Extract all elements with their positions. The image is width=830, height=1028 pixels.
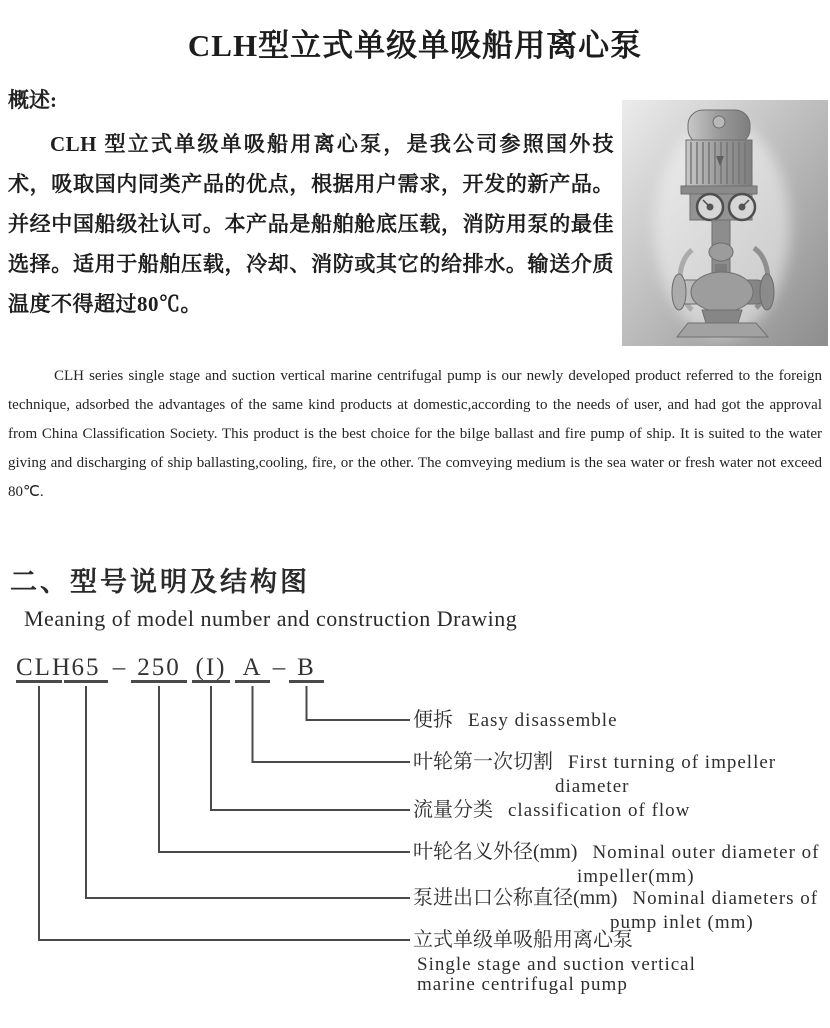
model-segment-i: (I)	[192, 652, 230, 683]
pump-photo	[622, 100, 828, 346]
model-number-diagram	[0, 648, 830, 1028]
section-heading-english: Meaning of model number and construction Drawing	[24, 606, 518, 631]
label-impeller-outer-diameter	[413, 839, 820, 887]
overview-paragraph-english: CLH series single stage and suction vertical marine centrifugal pump is our newly developed product referred to the foreign technique, adsorbed the advantages of the same kind products at domestic,according to the needs of user, and had got the approval from China Classification Society. This product is the best choice for the bilge ballast and fire pump of ship. It is suited to the water giving and discharging of ship ballasting,cooling, fire, or the other. The comveying medium is the sea water or fresh water not exceed 80℃.	[8, 368, 822, 500]
label-en: First turning of impeller	[568, 752, 777, 773]
label-en: Nominal outer diameter of	[592, 842, 820, 863]
model-segment-b: B	[289, 652, 324, 683]
model-segment-65: 65	[64, 652, 108, 683]
label-zh: 便拆	[413, 709, 453, 731]
label-zh: 叶轮第一次切割	[413, 751, 553, 773]
label-zh: 泵进出口公称直径(mm)	[413, 887, 618, 909]
label-en: Nominal diameters of	[632, 888, 819, 909]
label-easy-disassemble	[413, 707, 618, 735]
label-en: Easy disassemble	[468, 710, 618, 731]
model-segment-clh: CLH	[16, 654, 72, 681]
label-zh: 流量分类	[413, 799, 493, 821]
label-en-line2: impeller(mm)	[577, 866, 695, 887]
model-segment-250: 250	[131, 652, 187, 683]
overview-paragraph-chinese: CLH 型立式单级单吸船用离心泵，是我公司参照国外技术，吸取国内同类产品的优点，根据用户需求，开发的新产品。并经中国船级社认可。本产品是船舶舱底压载，消防用泵的最佳选择。适用于船舶压载，冷却、消防或其它的给排水。输送介质温度不得超过80℃。	[8, 132, 614, 316]
label-pump-inlet-diameter	[413, 885, 818, 933]
label-zh: 立式单级单吸船用离心泵	[413, 929, 633, 951]
label-first-turning-impeller	[413, 749, 776, 797]
label-pump-type	[413, 927, 696, 995]
label-en-line2: diameter	[555, 776, 630, 797]
overview-label: 概述:	[8, 88, 57, 112]
model-dash: –	[112, 654, 128, 681]
label-en: classification of flow	[508, 800, 691, 821]
label-zh: 叶轮名义外径(mm)	[413, 841, 578, 863]
label-en-line1: Single stage and suction vertical	[417, 954, 696, 975]
page-title: CLH型立式单级单吸船用离心泵	[187, 28, 643, 63]
label-flow-classification	[413, 797, 690, 825]
pump-illustration	[622, 100, 828, 346]
section-heading-chinese: 二、型号说明及结构图	[10, 567, 310, 597]
label-en-line2: marine centrifugal pump	[417, 974, 628, 995]
label-en-line2: pump inlet (mm)	[610, 912, 754, 933]
model-segment-a: A	[235, 652, 270, 683]
model-dash: –	[272, 654, 288, 681]
